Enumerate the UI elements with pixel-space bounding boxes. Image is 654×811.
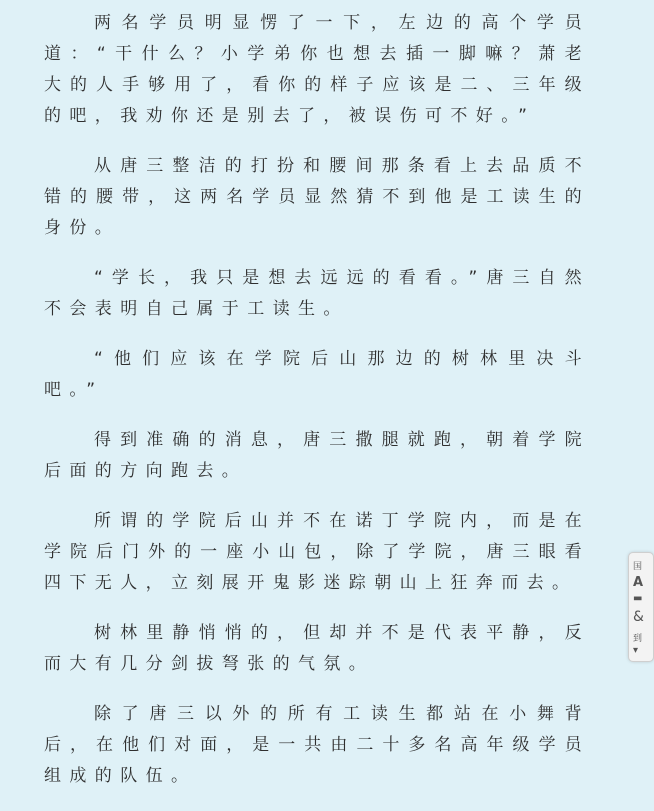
- paragraph-8: 除了唐三以外的所有工读生都站在小舞背后，在他们对面，是一共由二十多名高年级学员组成的队伍。: [44, 704, 590, 786]
- link-icon[interactable]: &: [633, 609, 644, 625]
- chevron-down-icon[interactable]: ▾: [633, 645, 639, 656]
- paragraph-7: 树林里静悄悄的，但却并不是代表平静，反而大有几分剑拔弩张的气氛。: [44, 623, 590, 674]
- toolbar-item-3[interactable]: ▬: [633, 593, 643, 604]
- reader-side-toolbar[interactable]: [628, 552, 654, 662]
- paragraph-1: 两名学员明显愣了一下，左边的高个学员道：“干什么？小学弟你也想去插一脚嘛？萧老大的人手够用了，看你的样子应该是二、三年级的吧，我劝你还是别去了，被误伤可不好。”: [44, 13, 590, 126]
- article-body: [44, 8, 590, 811]
- font-size-icon[interactable]: A: [633, 575, 644, 590]
- paragraph-4: “他们应该在学院后山那边的树林里决斗吧。”: [44, 349, 590, 400]
- toolbar-item-1[interactable]: 国: [633, 562, 643, 572]
- paragraph-6: 所谓的学院后山并不在诺丁学院内，而是在学院后门外的一座小山包，除了学院，唐三眼看四下无人，立刻展开鬼影迷踪朝山上狂奔而去。: [44, 511, 590, 593]
- toolbar-item-5[interactable]: 到: [633, 634, 643, 644]
- paragraph-5: 得到准确的消息，唐三撒腿就跑，朝着学院后面的方向跑去。: [44, 430, 590, 481]
- paragraph-2: 从唐三整洁的打扮和腰间那条看上去品质不错的腰带，这两名学员显然猜不到他是工读生的身份。: [44, 156, 590, 238]
- paragraph-3: “学长，我只是想去远远的看看。”唐三自然不会表明自己属于工读生。: [44, 268, 590, 319]
